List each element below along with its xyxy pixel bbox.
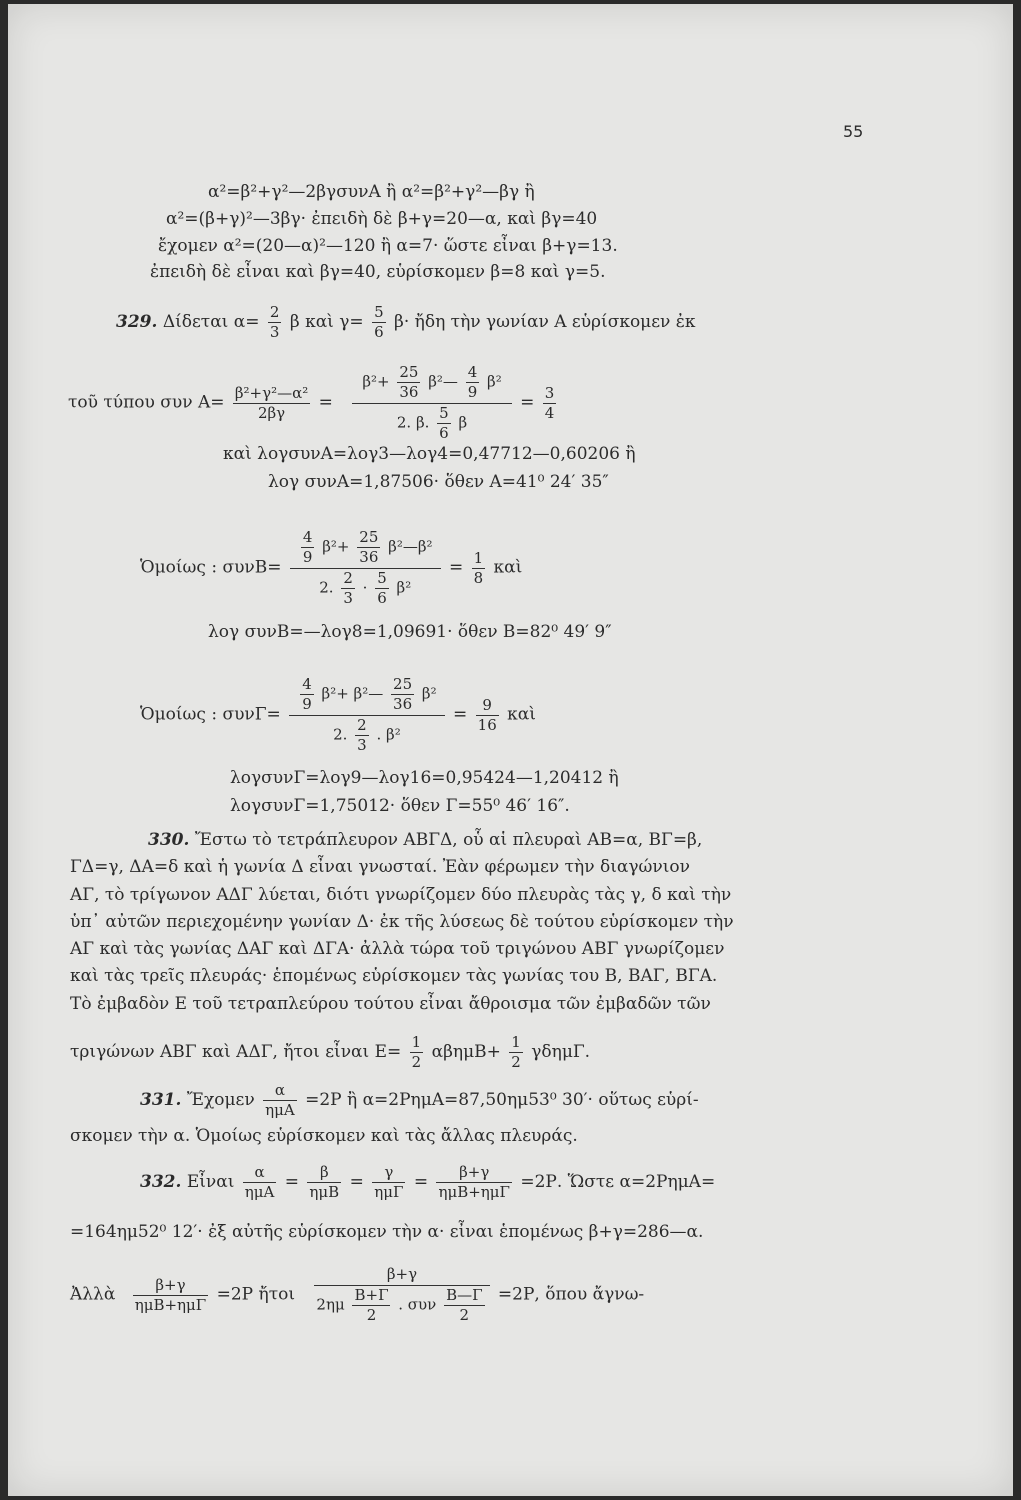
text: καὶ <box>507 704 536 725</box>
numerator: 5 <box>377 569 387 587</box>
denominator: 2βγ <box>257 403 286 422</box>
denominator: ημΒ <box>309 1183 340 1201</box>
fraction <box>300 676 314 713</box>
text: =2Ρ ἢ α=2ΡημΑ=87,50ημ53⁰ 30′· οὕτως εὑρί- <box>305 1090 699 1110</box>
text: β² <box>396 578 412 597</box>
fraction <box>375 570 389 607</box>
text: γδημΓ. <box>531 1042 591 1062</box>
denominator: 6 <box>377 589 387 607</box>
fraction <box>466 364 480 401</box>
text: 2. β. <box>396 413 430 432</box>
denominator: 36 <box>393 695 413 713</box>
fraction <box>372 304 386 341</box>
text: =2Ρ, ὅπου ἄγνω- <box>497 1284 645 1305</box>
text: τοῦ τύπου συν Α= <box>68 392 225 413</box>
problem-331-line <box>140 1082 699 1119</box>
numerator: 4 <box>467 363 478 381</box>
denominator: 3 <box>343 589 353 607</box>
text: β²— <box>428 372 458 391</box>
problem-number: 332. <box>140 1172 182 1192</box>
problem-332-line <box>140 1164 715 1201</box>
numerator: Β+Γ <box>354 1286 389 1304</box>
numerator: 4 <box>302 675 312 693</box>
fraction <box>352 1287 390 1324</box>
fraction <box>543 385 557 422</box>
fraction <box>233 385 310 422</box>
text: = <box>318 392 333 413</box>
denominator: 9 <box>302 695 312 713</box>
numerator: 9 <box>476 697 499 716</box>
log-line: λογσυνΓ=1,75012· ὅθεν Γ=55⁰ 46′ 16″. <box>230 796 570 816</box>
numerator: Β—Γ <box>446 1286 483 1304</box>
fraction <box>397 364 420 401</box>
text-line: ἐπειδὴ δὲ εἶναι καὶ βγ=40, εὑρίσκομεν β=8 καὶ γ=5. <box>150 262 606 282</box>
text: β²—β² <box>388 537 433 556</box>
numerator: β+γ <box>133 1277 208 1296</box>
numerator <box>289 676 444 716</box>
fraction <box>472 550 486 587</box>
fraction <box>437 405 451 442</box>
text: β· ἤδη τὴν γωνίαν Α εὑρίσκομεν ἐκ <box>394 312 696 332</box>
fraction <box>301 529 315 566</box>
fraction <box>243 1164 277 1201</box>
fraction <box>289 676 444 754</box>
formula-cos-B <box>140 529 522 607</box>
numerator: 1 <box>411 1033 422 1051</box>
numerator <box>290 529 441 569</box>
text: 2ημ <box>316 1295 345 1314</box>
numerator: α <box>263 1082 297 1101</box>
denominator: 3 <box>357 736 367 754</box>
text: καὶ <box>493 557 523 578</box>
text: Ἔστω τὸ τετράπλευρον ΑΒΓΔ, οὗ αἱ πλευραὶ ΑΒ=α, ΒΓ=β, <box>194 830 703 850</box>
denominator: 8 <box>473 568 484 587</box>
denominator: 2 <box>411 1053 422 1071</box>
text-line: ΓΔ=γ, ΔΑ=δ καὶ ἡ γωνία Δ εἶναι γνωσταί. Ἐὰν φέρωμεν τὴν διαγώνιον <box>70 857 690 877</box>
text: =2Ρ ἤτοι <box>216 1284 296 1305</box>
text: β <box>458 413 468 432</box>
text-line <box>70 1266 644 1324</box>
denominator: 2 <box>459 1306 470 1324</box>
denominator: ημΒ+ημΓ <box>438 1183 510 1201</box>
log-line: λογ συνΑ=1,87506· ὅθεν Α=41⁰ 24′ 35″ <box>268 472 609 492</box>
text: = <box>349 1172 364 1192</box>
text: = <box>413 1172 429 1192</box>
text: β² <box>421 684 437 703</box>
text: . συν <box>398 1295 437 1314</box>
denominator: ημΑ <box>265 1101 295 1119</box>
text: Ἔχομεν <box>186 1090 255 1110</box>
numerator: 5 <box>439 404 449 422</box>
fraction <box>410 1034 424 1071</box>
text-line: καὶ τὰς τρεῖς πλευράς· ἑπομένως εὑρίσκομεν τὰς γωνίας του Β, ΒΑΓ, ΒΓΑ. <box>70 966 718 986</box>
denominator: ημΒ+ημΓ <box>134 1295 207 1314</box>
denominator <box>289 716 444 754</box>
text-line: ΑΓ, τὸ τρίγωνον ΑΔΓ λύεται, διότι γνωρίζομεν δύο πλευρὰς τὰς γ, δ καὶ τὴν <box>70 885 732 905</box>
text: β² <box>487 372 502 391</box>
fraction <box>268 304 282 341</box>
text: τριγώνων ΑΒΓ καὶ ΑΔΓ, ἤτοι εἶναι Ε= <box>70 1042 402 1062</box>
log-line: λογσυνΓ=λογ9—λογ16=0,95424—1,20412 ἢ <box>230 768 619 788</box>
numerator: 1 <box>473 548 484 567</box>
fraction <box>357 529 380 566</box>
numerator: β+γ <box>314 1266 489 1286</box>
numerator: 2 <box>357 716 367 734</box>
problem-330-line <box>148 830 702 850</box>
text-line: =164ημ52⁰ 12′· ἐξ αὐτῆς εὑρίσκομεν τὴν α· εἶναι ἑπομένως β+γ=286—α. <box>70 1222 704 1242</box>
fraction <box>509 1034 523 1071</box>
text: = <box>448 557 464 578</box>
denominator: 3 <box>269 323 280 341</box>
text: =2Ρ. Ὥστε α=2ΡημΑ= <box>520 1172 716 1192</box>
fraction <box>290 529 441 607</box>
fraction <box>372 1164 405 1201</box>
denominator <box>352 404 511 442</box>
numerator: β²+γ²—α² <box>234 383 309 402</box>
text: Ὁμοίως : συνΓ= <box>140 704 281 725</box>
text: 2. <box>319 578 334 597</box>
text: β καὶ γ= <box>289 312 364 332</box>
denominator: 16 <box>477 715 497 734</box>
numerator: α <box>243 1164 277 1183</box>
book-page <box>8 4 1013 1496</box>
denominator <box>290 569 441 607</box>
text: = <box>284 1172 300 1192</box>
numerator: 1 <box>511 1033 521 1051</box>
fraction <box>355 717 369 754</box>
fraction <box>476 697 499 734</box>
fraction <box>352 364 511 442</box>
text: αβημΒ+ <box>431 1042 501 1062</box>
text-line: ἔχομεν α²=(20—α)²—120 ἢ α=7· ὥστε εἶναι β+γ=13. <box>158 236 618 256</box>
fraction <box>391 676 414 713</box>
denominator: ημΑ <box>244 1183 275 1201</box>
problem-number: 329. <box>116 312 158 332</box>
problem-329-intro <box>116 304 696 341</box>
numerator <box>352 364 511 404</box>
text: β²+ <box>322 537 350 556</box>
text-line: α²=β²+γ²—2βγσυνΑ ἢ α²=β²+γ²—βγ ἢ <box>208 182 535 202</box>
text-line: ὑπ᾽ αὐτῶν περιεχομένην γωνίαν Δ· ἐκ τῆς λύσεως δὲ τούτου εὑρίσκομεν τὴν <box>70 912 734 932</box>
denominator: 36 <box>359 548 379 566</box>
text: Εἶναι <box>186 1172 235 1192</box>
text: β²+ β²— <box>321 684 384 703</box>
numerator: 25 <box>359 528 379 546</box>
numerator: γ <box>372 1164 405 1183</box>
text: Δίδεται α= <box>162 312 260 332</box>
numerator: 2 <box>343 569 353 587</box>
text: = <box>520 392 535 413</box>
numerator: 4 <box>302 528 313 546</box>
fraction <box>436 1164 511 1201</box>
text-line: ΑΓ καὶ τὰς γωνίας ΔΑΓ καὶ ΔΓΑ· ἀλλὰ τώρα τοῦ τριγώνου ΑΒΓ γνωρίζομεν <box>70 939 725 959</box>
log-line: καὶ λογσυνΑ=λογ3—λογ4=0,47712—0,60206 ἢ <box>223 444 636 464</box>
fraction <box>314 1266 489 1324</box>
numerator: β <box>307 1164 341 1183</box>
numerator: 5 <box>374 303 384 321</box>
denominator: 36 <box>399 383 419 401</box>
numerator: 2 <box>269 303 280 321</box>
fraction <box>133 1277 208 1314</box>
denominator: 9 <box>467 383 478 401</box>
text: Ἀλλὰ <box>70 1284 116 1305</box>
numerator: β+γ <box>436 1164 511 1183</box>
denominator: 4 <box>544 403 555 422</box>
numerator: 25 <box>393 675 413 693</box>
text-line: Τὸ ἐμβαδὸν Ε τοῦ τετραπλεύρου τούτου εἶναι ἄθροισμα τῶν ἐμβαδῶν τῶν <box>70 994 711 1014</box>
denominator: 2 <box>511 1053 521 1071</box>
denominator: 6 <box>439 424 449 442</box>
fraction <box>263 1082 297 1119</box>
page-number: 55 <box>843 122 864 141</box>
text: 2. <box>333 725 348 744</box>
denominator: 2 <box>366 1306 377 1324</box>
text-line: α²=(β+γ)²—3βγ· ἐπειδὴ δὲ β+γ=20—α, καὶ βγ=40 <box>166 209 598 229</box>
text-line <box>70 1034 590 1071</box>
denominator: ημΓ <box>374 1183 404 1201</box>
text-line: σκομεν τὴν α. Ὁμοίως εὑρίσκομεν καὶ τὰς ἄλλας πλευράς. <box>70 1126 578 1146</box>
fraction <box>307 1164 341 1201</box>
denominator: 6 <box>374 323 384 341</box>
numerator: 3 <box>544 383 555 402</box>
fraction <box>444 1287 484 1324</box>
denominator <box>314 1286 489 1324</box>
text: Ὁμοίως : συνΒ= <box>140 557 282 578</box>
problem-number: 331. <box>140 1090 182 1110</box>
text: · <box>362 578 368 597</box>
denominator: 9 <box>302 548 313 566</box>
formula-cos-G <box>140 676 536 754</box>
formula-cos-A <box>68 364 559 442</box>
text: = <box>453 704 468 725</box>
text: β²+ <box>362 372 390 391</box>
fraction <box>341 570 355 607</box>
log-line: λογ συνΒ=—λογ8=1,09691· ὅθεν Β=82⁰ 49′ 9″ <box>208 622 612 642</box>
problem-number: 330. <box>148 830 190 850</box>
numerator: 25 <box>399 363 419 381</box>
text: . β² <box>376 725 401 744</box>
